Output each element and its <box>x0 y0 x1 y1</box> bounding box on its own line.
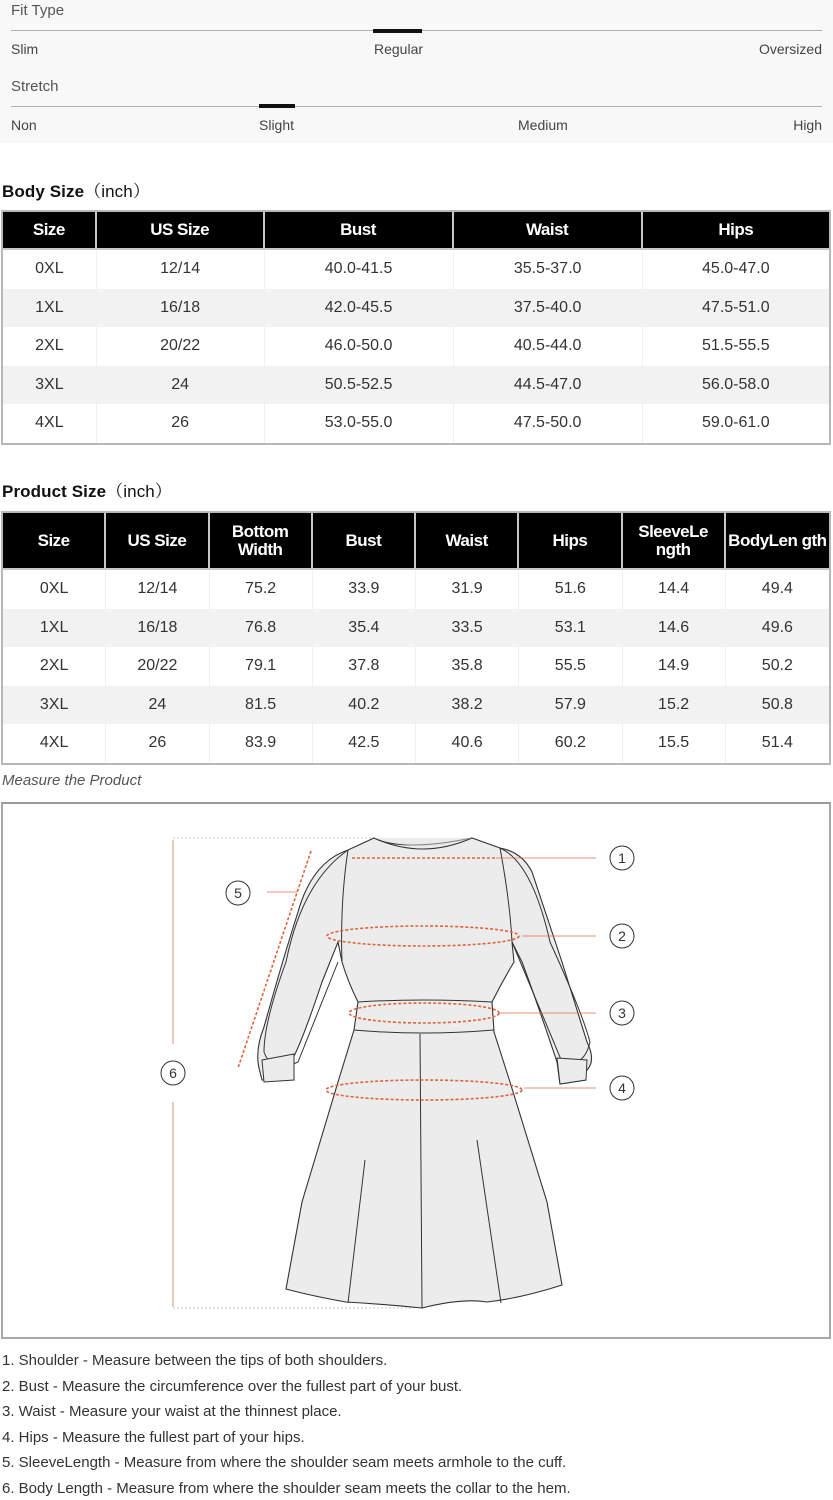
stretch-indicator <box>259 104 295 108</box>
table-cell: 20/22 <box>97 327 265 366</box>
table-cell: 49.4 <box>761 580 793 598</box>
svg-text:1: 1 <box>618 850 626 866</box>
product-size-heading <box>2 477 172 502</box>
column-header: Hips <box>519 513 622 570</box>
table-cell: 40.0-41.5 <box>265 250 454 289</box>
table-cell: 4XL <box>3 404 97 443</box>
table-cell: 31.9 <box>416 570 519 609</box>
table-row <box>3 609 829 648</box>
table-cell: 40.6 <box>416 724 519 763</box>
table-cell: 1XL <box>3 609 106 648</box>
table-cell: 53.0-55.0 <box>265 404 454 443</box>
fit-type-indicator <box>373 29 422 33</box>
table-row <box>3 686 829 725</box>
body-size-title: Body Size <box>2 182 85 201</box>
svg-text:4: 4 <box>618 1080 626 1096</box>
table-cell: 50.2 <box>761 657 793 675</box>
svg-text:5: 5 <box>234 885 242 901</box>
body-size-table <box>1 210 831 445</box>
column-header: Size <box>3 513 106 570</box>
table-cell: 75.2 <box>210 570 313 609</box>
body-size-unit: （inch） <box>84 182 150 201</box>
table-row <box>3 724 829 763</box>
table-cell: 76.8 <box>210 609 313 648</box>
svg-text:2: 2 <box>618 928 626 944</box>
table-cell: 37.8 <box>313 647 416 686</box>
stretch-scale <box>11 106 822 107</box>
svg-text:3: 3 <box>618 1005 626 1021</box>
table-cell: 83.9 <box>210 724 313 763</box>
table-cell: 55.5 <box>519 647 622 686</box>
marker-5-icon <box>226 881 250 905</box>
table-row <box>3 327 829 366</box>
table-cell: 53.1 <box>519 609 622 648</box>
table-cell: 26 <box>106 724 209 763</box>
table-cell: 46.0-50.0 <box>265 327 454 366</box>
note-bust: 2. Bust - Measure the circumference over the fullest part of your bust. <box>2 1377 463 1395</box>
body-size-heading <box>2 177 150 202</box>
table-header-row <box>3 513 829 570</box>
table-cell: 56.0-58.0 <box>643 366 829 405</box>
stretch-label-medium: Medium <box>518 117 568 133</box>
table-cell: 51.4 <box>761 734 793 752</box>
column-header: US Size <box>97 212 265 250</box>
table-cell: 49.6 <box>726 609 829 648</box>
table-cell: 24 <box>106 686 209 725</box>
marker-3-icon <box>610 1001 634 1025</box>
marker-2-icon <box>610 924 634 948</box>
table-cell: 2XL <box>3 327 97 366</box>
product-size-title: Product Size <box>2 482 107 501</box>
marker-4-icon <box>610 1076 634 1100</box>
product-size-unit: （inch） <box>106 482 172 501</box>
note-sleeve-length: 5. SleeveLength - Measure from where the shoulder seam meets armhole to the cuff. <box>2 1454 567 1472</box>
table-row <box>3 404 829 443</box>
table-cell: 50.8 <box>726 686 829 725</box>
table-row <box>3 250 829 289</box>
note-shoulder: 1. Shoulder - Measure between the tips of both shoulders. <box>2 1352 388 1369</box>
table-cell: 2XL <box>3 647 106 686</box>
table-cell: 4XL <box>3 724 106 763</box>
table-cell: 24 <box>97 366 265 405</box>
table-cell: 40.5-44.0 <box>454 327 643 366</box>
column-header: Waist <box>454 212 643 250</box>
stretch-label-non: Non <box>11 117 37 133</box>
table-cell: 12/14 <box>97 250 265 289</box>
dress-illustration <box>3 804 831 1339</box>
table-cell: 47.5-51.0 <box>643 289 829 328</box>
column-header: Size <box>3 212 97 250</box>
table-cell: 12/14 <box>106 570 209 609</box>
stretch-label-high: High <box>793 117 822 133</box>
column-header: BodyLen gth <box>726 513 829 570</box>
table-cell: 16/18 <box>106 609 209 648</box>
table-cell: 35.5-37.0 <box>454 250 643 289</box>
table-cell: 47.5-50.0 <box>454 404 643 443</box>
column-header: Hips <box>643 212 829 250</box>
table-cell: 1XL <box>3 289 97 328</box>
table-cell: 51.5-55.5 <box>702 337 770 355</box>
table-cell: 3XL <box>3 366 97 405</box>
table-cell: 42.0-45.5 <box>265 289 454 328</box>
table-cell: 0XL <box>3 570 106 609</box>
table-cell: 26 <box>97 404 265 443</box>
table-header-row <box>3 212 829 250</box>
table-row <box>3 289 829 328</box>
note-hips: 4. Hips - Measure the fullest part of your hips. <box>2 1428 305 1446</box>
table-cell: 44.5-47.0 <box>454 366 643 405</box>
svg-text:6: 6 <box>169 1065 177 1081</box>
table-cell: 60.2 <box>519 724 622 763</box>
stretch-title: Stretch <box>11 78 59 95</box>
measurement-notes <box>2 1351 571 1500</box>
table-cell: 37.5-40.0 <box>454 289 643 328</box>
table-cell: 14.4 <box>623 570 726 609</box>
fit-type-label-regular: Regular <box>374 41 424 57</box>
table-cell: 79.1 <box>210 647 313 686</box>
table-cell: 51.6 <box>519 570 622 609</box>
table-cell: 45.0-47.0 <box>702 260 770 278</box>
table-cell: 35.4 <box>313 609 416 648</box>
marker-1-icon <box>610 846 634 870</box>
fit-type-label-slim: Slim <box>11 41 39 57</box>
table-cell: 81.5 <box>210 686 313 725</box>
stretch-label-slight: Slight <box>259 117 295 133</box>
table-cell: 38.2 <box>416 686 519 725</box>
measurement-diagram <box>1 802 831 1339</box>
table-cell: 16/18 <box>97 289 265 328</box>
table-cell: 33.5 <box>416 609 519 648</box>
table-cell: 15.2 <box>623 686 726 725</box>
table-cell: 20/22 <box>106 647 209 686</box>
table-row <box>3 647 829 686</box>
table-cell: 40.2 <box>313 686 416 725</box>
table-cell: 14.6 <box>623 609 726 648</box>
table-cell: 59.0-61.0 <box>702 414 770 432</box>
table-cell: 42.5 <box>313 724 416 763</box>
table-cell: 35.8 <box>416 647 519 686</box>
marker-6-icon <box>161 1061 185 1085</box>
column-header: Bust <box>265 212 454 250</box>
table-cell: 3XL <box>3 686 106 725</box>
table-cell: 15.5 <box>623 724 726 763</box>
measure-caption: Measure the Product <box>2 772 142 789</box>
table-cell: 33.9 <box>313 570 416 609</box>
fit-type-label-oversized: Oversized <box>758 41 822 57</box>
table-cell: 57.9 <box>519 686 622 725</box>
column-header: Bottom Width <box>210 513 313 570</box>
column-header: Bust <box>313 513 416 570</box>
fit-panel <box>0 0 833 143</box>
column-header: US Size <box>106 513 209 570</box>
table-cell: 14.9 <box>623 647 726 686</box>
table-cell: 50.5-52.5 <box>265 366 454 405</box>
column-header: SleeveLe ngth <box>623 513 726 570</box>
product-size-table <box>1 511 831 765</box>
table-row <box>3 366 829 405</box>
table-cell: 0XL <box>3 250 97 289</box>
table-row <box>3 570 829 609</box>
fit-type-title: Fit Type <box>11 2 65 19</box>
column-header: Waist <box>416 513 519 570</box>
note-body-length: 6. Body Length - Measure from where the shoulder seam meets the collar to the hem. <box>2 1479 571 1497</box>
note-waist: 3. Waist - Measure your waist at the thinnest place. <box>2 1403 342 1421</box>
